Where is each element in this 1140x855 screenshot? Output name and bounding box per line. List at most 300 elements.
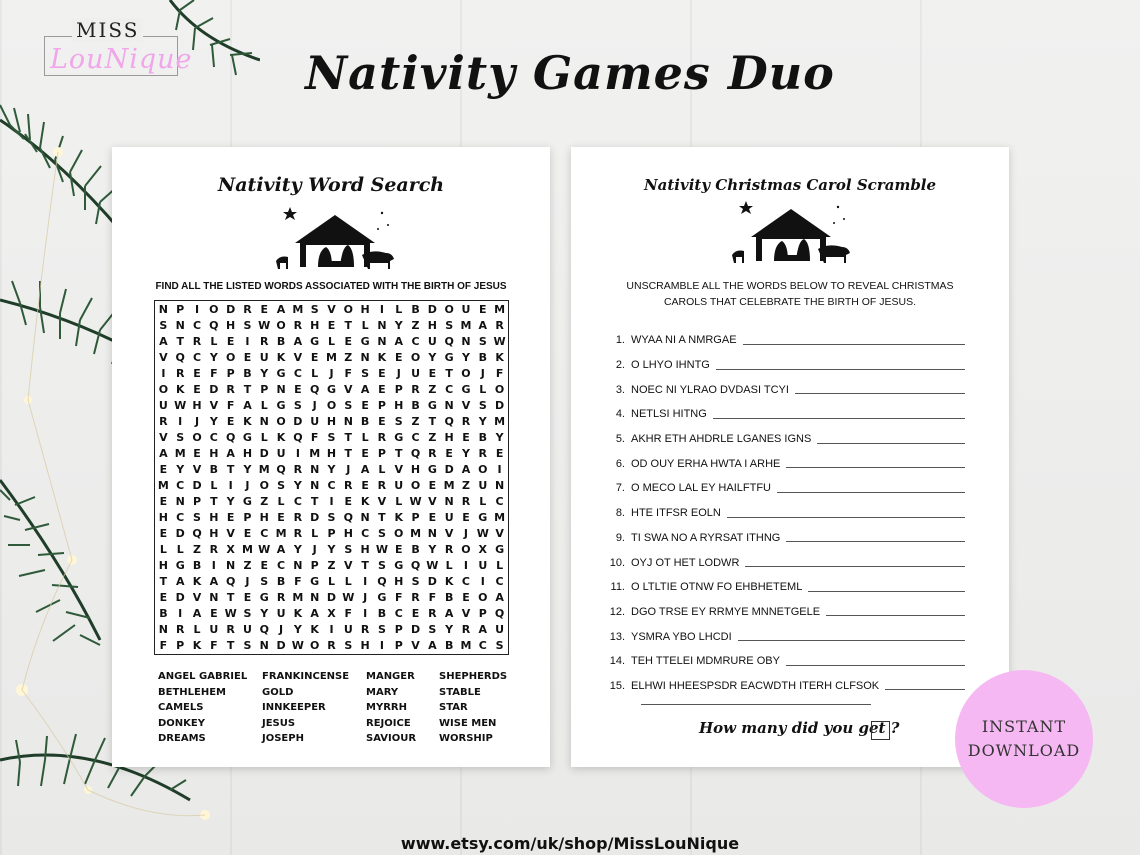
grid-letter[interactable]: U [427,334,437,348]
grid-letter[interactable]: C [495,575,504,589]
grid-letter[interactable]: G [276,398,286,412]
grid-letter[interactable]: K [293,607,303,621]
grid-letter[interactable]: N [259,639,269,653]
grid-letter[interactable]: U [478,479,488,492]
grid-letter[interactable]: N [158,302,168,316]
grid-letter[interactable]: R [192,334,202,348]
grid-letter[interactable]: I [497,462,502,476]
grid-letter[interactable]: D [427,575,437,589]
grid-letter[interactable]: G [310,334,320,348]
grid-letter[interactable]: D [192,479,202,492]
grid-letter[interactable]: W [342,591,355,605]
grid-letter[interactable]: A [495,591,504,605]
grid-letter[interactable]: I [178,607,183,621]
grid-letter[interactable]: H [360,543,370,557]
grid-letter[interactable]: O [276,318,286,332]
grid-letter[interactable]: U [461,302,471,316]
grid-letter[interactable]: L [479,382,487,396]
grid-letter[interactable]: T [226,591,235,605]
grid-letter[interactable]: L [445,559,453,573]
grid-letter[interactable]: V [411,639,420,653]
answer-line[interactable] [738,640,965,641]
grid-letter[interactable]: U [343,623,353,637]
grid-letter[interactable]: R [344,479,353,492]
grid-letter[interactable]: M [460,318,472,332]
grid-letter[interactable]: N [276,382,286,396]
grid-letter[interactable]: D [276,639,286,653]
grid-letter[interactable]: B [411,398,420,412]
grid-letter[interactable]: A [394,334,403,348]
grid-letter[interactable]: G [276,366,286,380]
grid-letter[interactable]: Q [293,430,303,444]
grid-letter[interactable]: S [277,479,286,492]
grid-letter[interactable]: S [377,559,386,573]
grid-letter[interactable]: E [310,350,319,364]
grid-letter[interactable]: L [260,430,268,444]
grid-letter[interactable]: R [444,543,454,557]
grid-letter[interactable]: G [377,591,387,605]
grid-letter[interactable]: W [258,318,271,332]
grid-letter[interactable]: D [427,302,437,316]
grid-letter[interactable]: L [210,334,218,348]
grid-letter[interactable]: P [411,511,420,525]
grid-letter[interactable]: R [293,318,303,332]
shop-url[interactable]: www.etsy.com/uk/shop/MissLouNique [400,834,740,853]
grid-letter[interactable]: C [361,527,370,541]
grid-letter[interactable]: S [344,639,353,653]
grid-letter[interactable]: G [444,350,454,364]
grid-letter[interactable]: I [363,575,368,589]
grid-letter[interactable]: R [428,607,437,621]
grid-letter[interactable]: K [243,414,252,428]
grid-letter[interactable]: V [159,350,168,364]
grid-letter[interactable]: U [444,511,454,525]
grid-letter[interactable]: V [444,527,454,541]
grid-letter[interactable]: Y [226,495,235,509]
grid-letter[interactable]: D [175,591,185,605]
grid-letter[interactable]: I [363,607,368,621]
answer-line[interactable] [743,344,965,345]
grid-letter[interactable]: R [411,591,420,605]
grid-letter[interactable]: F [159,639,168,653]
grid-letter[interactable]: E [361,479,369,492]
grid-letter[interactable]: B [276,334,286,348]
grid-letter[interactable]: C [411,334,420,348]
grid-letter[interactable]: J [346,462,351,476]
grid-letter[interactable]: R [377,430,387,444]
grid-letter[interactable]: M [460,639,472,653]
grid-letter[interactable]: E [159,527,168,541]
grid-letter[interactable]: Q [410,446,421,460]
grid-letter[interactable]: H [360,639,370,653]
grid-letter[interactable]: U [209,623,219,637]
grid-letter[interactable]: V [344,382,353,396]
answer-line[interactable] [786,665,965,666]
grid-letter[interactable]: S [176,430,185,444]
grid-letter[interactable]: N [377,334,387,348]
grid-letter[interactable]: G [427,462,437,476]
answer-line[interactable] [885,689,965,690]
grid-letter[interactable]: Y [461,446,470,460]
answer-line[interactable] [777,492,965,493]
grid-letter[interactable]: J [194,414,200,428]
grid-letter[interactable]: T [344,318,353,332]
grid-letter[interactable]: L [311,366,319,380]
grid-letter[interactable]: M [174,446,186,460]
grid-letter[interactable]: O [461,366,471,380]
grid-letter[interactable]: K [276,350,286,364]
grid-letter[interactable]: L [395,302,403,316]
grid-letter[interactable]: O [225,350,236,364]
grid-letter[interactable]: F [226,398,235,412]
grid-letter[interactable]: Q [276,462,286,476]
grid-letter[interactable]: T [445,366,453,380]
grid-letter[interactable]: B [209,462,219,476]
grid-letter[interactable]: R [495,318,504,332]
grid-letter[interactable]: M [410,527,422,541]
grid-letter[interactable]: A [461,462,471,476]
grid-letter[interactable]: A [209,575,219,589]
grid-letter[interactable]: S [260,575,269,589]
grid-letter[interactable]: S [243,639,252,653]
grid-letter[interactable]: L [361,318,369,332]
grid-letter[interactable]: Q [209,318,219,332]
grid-letter[interactable]: Q [225,430,236,444]
grid-letter[interactable]: J [329,366,334,380]
grid-letter[interactable]: C [176,479,185,492]
grid-letter[interactable]: G [242,495,252,509]
grid-letter[interactable]: H [394,575,404,589]
grid-letter[interactable]: O [444,302,454,316]
grid-letter[interactable]: G [427,398,437,412]
grid-letter[interactable]: R [293,527,303,541]
grid-letter[interactable]: H [326,414,337,428]
grid-letter[interactable]: I [194,302,200,316]
grid-letter[interactable]: D [259,446,269,460]
grid-letter[interactable]: O [410,350,421,364]
grid-letter[interactable]: Z [411,414,420,428]
grid-letter[interactable]: L [361,430,369,444]
grid-letter[interactable]: O [478,591,488,605]
grid-letter[interactable]: K [495,350,504,364]
grid-letter[interactable]: R [209,543,219,557]
grid-letter[interactable]: Y [327,462,336,476]
grid-letter[interactable]: E [462,430,470,444]
grid-letter[interactable]: L [344,575,352,589]
grid-letter[interactable]: J [312,543,317,557]
grid-letter[interactable]: X [327,607,336,621]
grid-letter[interactable]: H [444,430,454,444]
grid-letter[interactable]: R [461,495,471,509]
grid-letter[interactable]: P [394,623,403,637]
grid-letter[interactable]: F [294,575,302,589]
grid-letter[interactable]: D [326,591,337,605]
grid-letter[interactable]: E [344,495,353,509]
grid-letter[interactable]: C [277,559,286,573]
grid-letter[interactable]: E [193,446,201,460]
grid-letter[interactable]: E [159,462,168,476]
grid-letter[interactable]: O [158,382,169,396]
grid-letter[interactable]: Y [293,543,302,557]
grid-letter[interactable]: V [159,430,168,444]
grid-letter[interactable]: C [176,511,185,525]
grid-letter[interactable]: L [395,495,403,509]
grid-letter[interactable]: K [192,575,202,589]
grid-letter[interactable]: H [209,446,219,460]
grid-letter[interactable]: T [361,559,369,573]
grid-letter[interactable]: T [428,414,437,428]
grid-letter[interactable]: I [379,302,384,316]
grid-letter[interactable]: U [242,623,252,637]
grid-letter[interactable]: R [478,446,488,460]
grid-letter[interactable]: E [226,414,235,428]
grid-letter[interactable]: E [378,366,386,380]
grid-letter[interactable]: G [461,382,471,396]
grid-letter[interactable]: H [310,318,320,332]
grid-letter[interactable]: E [445,446,453,460]
answer-line[interactable] [745,566,965,567]
grid-letter[interactable]: S [478,398,487,412]
grid-letter[interactable]: G [394,559,404,573]
grid-letter[interactable]: B [159,607,168,621]
answer-line[interactable] [786,467,965,468]
grid-letter[interactable]: Y [327,543,336,557]
grid-letter[interactable]: G [310,575,320,589]
grid-letter[interactable]: V [293,350,303,364]
grid-letter[interactable]: M [292,591,304,605]
grid-letter[interactable]: H [209,511,219,525]
grid-letter[interactable]: T [226,462,235,476]
grid-letter[interactable]: S [159,318,168,332]
grid-letter[interactable]: T [378,511,386,525]
grid-letter[interactable]: S [411,575,420,589]
grid-letter[interactable]: L [496,559,504,573]
grid-letter[interactable]: R [175,366,185,380]
grid-letter[interactable]: E [344,334,353,348]
grid-letter[interactable]: G [394,430,404,444]
grid-letter[interactable]: V [209,398,219,412]
grid-letter[interactable]: Q [444,414,454,428]
grid-letter[interactable]: Q [175,350,185,364]
answer-line[interactable] [716,369,965,370]
grid-letter[interactable]: N [494,479,505,492]
grid-letter[interactable]: H [209,527,219,541]
grid-letter[interactable]: H [360,302,370,316]
grid-letter[interactable]: B [444,639,454,653]
grid-letter[interactable]: S [377,527,386,541]
grid-letter[interactable]: Y [176,462,185,476]
grid-letter[interactable]: C [293,495,302,509]
grid-letter[interactable]: Z [344,350,353,364]
grid-letter[interactable]: L [311,527,319,541]
grid-letter[interactable]: T [344,430,353,444]
grid-letter[interactable]: P [478,607,487,621]
grid-letter[interactable]: M [258,462,270,476]
grid-letter[interactable]: N [360,511,370,525]
grid-letter[interactable]: Y [428,350,437,364]
grid-letter[interactable]: H [259,511,269,525]
grid-letter[interactable]: E [495,446,504,460]
grid-letter[interactable]: A [428,639,437,653]
grid-letter[interactable]: R [159,414,168,428]
grid-letter[interactable]: F [310,430,319,444]
grid-letter[interactable]: D [175,527,185,541]
grid-letter[interactable]: T [210,495,218,509]
grid-letter[interactable]: C [293,366,302,380]
grid-letter[interactable]: U [276,446,286,460]
grid-letter[interactable]: Y [478,414,487,428]
grid-letter[interactable]: S [361,366,370,380]
grid-letter[interactable]: J [396,366,401,380]
grid-letter[interactable]: O [209,302,219,316]
grid-letter[interactable]: N [461,334,471,348]
grid-letter[interactable]: C [461,575,470,589]
grid-letter[interactable]: E [243,591,252,605]
grid-letter[interactable]: Q [225,575,236,589]
grid-letter[interactable]: E [294,382,302,396]
grid-letter[interactable]: S [394,414,403,428]
grid-letter[interactable]: A [243,398,252,412]
grid-letter[interactable]: R [428,446,437,460]
grid-letter[interactable]: C [478,639,487,653]
grid-letter[interactable]: E [411,607,420,621]
grid-letter[interactable]: E [428,366,437,380]
grid-letter[interactable]: U [310,414,320,428]
grid-letter[interactable]: M [157,479,169,492]
grid-letter[interactable]: Y [293,623,302,637]
grid-letter[interactable]: E [428,479,437,492]
grid-letter[interactable]: Y [209,350,218,364]
grid-letter[interactable]: N [259,414,269,428]
grid-letter[interactable]: J [245,479,250,492]
answer-line[interactable] [786,541,965,542]
grid-letter[interactable]: Z [243,559,252,573]
grid-letter[interactable]: C [445,382,454,396]
grid-letter[interactable]: X [478,543,488,557]
grid-letter[interactable]: R [243,302,252,316]
grid-letter[interactable]: N [427,527,437,541]
grid-letter[interactable]: P [377,398,386,412]
grid-letter[interactable]: D [310,511,320,525]
grid-letter[interactable]: C [411,430,420,444]
grid-letter[interactable]: T [310,495,319,509]
grid-letter[interactable]: E [226,511,235,525]
grid-letter[interactable]: V [192,591,202,605]
grid-letter[interactable]: L [260,398,268,412]
grid-letter[interactable]: L [479,495,487,509]
grid-letter[interactable]: C [260,527,269,541]
grid-letter[interactable]: R [260,334,269,348]
grid-letter[interactable]: B [192,559,202,573]
grid-letter[interactable]: J [245,575,250,589]
grid-letter[interactable]: E [327,318,336,332]
grid-letter[interactable]: P [176,639,185,653]
grid-letter[interactable]: L [327,334,335,348]
grid-letter[interactable]: F [428,591,437,605]
grid-letter[interactable]: H [343,527,353,541]
grid-letter[interactable]: E [159,495,168,509]
grid-letter[interactable]: A [226,446,235,460]
grid-letter[interactable]: B [478,430,487,444]
grid-letter[interactable]: M [309,446,321,460]
grid-letter[interactable]: E [378,382,386,396]
grid-letter[interactable]: L [378,462,386,476]
grid-letter[interactable]: E [243,350,252,364]
grid-letter[interactable]: I [379,639,384,653]
grid-letter[interactable]: Q [343,511,353,525]
grid-letter[interactable]: O [259,479,269,492]
grid-letter[interactable]: F [210,639,218,653]
grid-letter[interactable]: G [326,382,336,396]
grid-letter[interactable]: O [494,382,505,396]
grid-letter[interactable]: N [310,479,320,492]
grid-letter[interactable]: R [293,462,303,476]
grid-letter[interactable]: E [361,398,369,412]
grid-letter[interactable]: L [193,623,201,637]
grid-letter[interactable]: W [291,639,304,653]
grid-letter[interactable]: Y [209,414,218,428]
grid-letter[interactable]: Y [293,479,302,492]
grid-letter[interactable]: R [411,382,420,396]
grid-letter[interactable]: F [344,366,353,380]
grid-letter[interactable]: C [327,479,336,492]
grid-letter[interactable]: Q [192,527,202,541]
grid-letter[interactable]: I [480,575,485,589]
grid-letter[interactable]: Q [410,559,421,573]
grid-letter[interactable]: S [428,623,437,637]
grid-letter[interactable]: R [293,511,303,525]
grid-letter[interactable]: Y [445,623,454,637]
grid-letter[interactable]: S [243,318,252,332]
grid-letter[interactable]: J [312,398,317,412]
grid-letter[interactable]: K [192,639,202,653]
grid-letter[interactable]: M [494,511,506,525]
grid-letter[interactable]: F [344,607,353,621]
grid-letter[interactable]: K [175,382,185,396]
grid-letter[interactable]: P [310,559,319,573]
score-answer-box[interactable] [871,721,890,740]
grid-letter[interactable]: F [495,366,504,380]
grid-letter[interactable]: E [193,366,201,380]
grid-letter[interactable]: P [377,446,386,460]
grid-letter[interactable]: A [293,334,303,348]
grid-letter[interactable]: G [360,334,370,348]
grid-letter[interactable]: I [228,479,233,492]
grid-letter[interactable]: V [344,559,353,573]
grid-letter[interactable]: S [478,334,487,348]
grid-letter[interactable]: P [327,527,336,541]
grid-letter[interactable]: G [242,430,252,444]
grid-letter[interactable]: O [394,527,404,541]
grid-letter[interactable]: A [192,607,202,621]
grid-letter[interactable]: N [360,350,370,364]
grid-letter[interactable]: B [444,591,454,605]
grid-letter[interactable]: Z [327,559,336,573]
grid-letter[interactable]: A [159,334,168,348]
grid-letter[interactable]: N [444,398,454,412]
grid-letter[interactable]: H [192,398,202,412]
grid-letter[interactable]: D [410,623,421,637]
grid-letter[interactable]: T [243,382,252,396]
grid-letter[interactable]: I [463,559,469,573]
grid-letter[interactable]: S [327,430,336,444]
grid-letter[interactable]: H [326,446,337,460]
grid-letter[interactable]: B [411,302,420,316]
grid-letter[interactable]: J [463,527,469,541]
grid-letter[interactable]: Y [495,430,504,444]
grid-letter[interactable]: V [377,495,387,509]
grid-letter[interactable]: W [174,398,187,412]
